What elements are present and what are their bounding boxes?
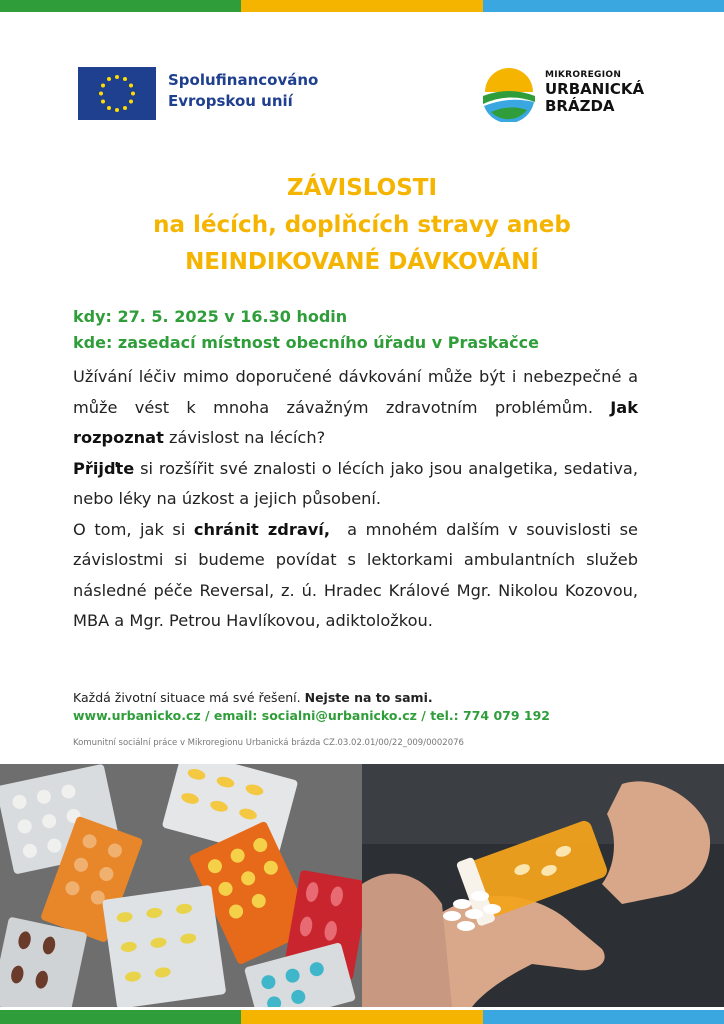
- mikroregion-logo-text: MIKROREGION URBANICKÁ BRÁZDA: [545, 70, 645, 115]
- event-date: kdy: 27. 5. 2025 v 16.30 hodin: [73, 307, 348, 326]
- project-number: Komunitní sociální práce v Mikroregionu Urbanická brázda CZ.03.02.01/00/22_009/0002076: [73, 738, 464, 748]
- page-title: ZÁVISLOSTI na lécích, doplňcích stravy aneb NEINDIKOVANÉ DÁVKOVÁNÍ: [153, 175, 571, 275]
- event-location: kde: zasedací místnost obecního úřadu v Praskačce: [73, 333, 539, 352]
- contact-info: www.urbanicko.cz / email: socialni@urbanicko.cz / tel.: 774 079 192: [73, 708, 551, 723]
- bottom-color-bar: [0, 1010, 724, 1024]
- top-color-bar: [0, 0, 724, 12]
- mikroregion-logo-icon: [481, 66, 537, 122]
- hands-pill-bottle-photo: [362, 764, 724, 1007]
- eu-cofinancing-text: Spolufinancováno Evropskou unií: [168, 71, 319, 110]
- eu-flag-logo: [78, 67, 156, 120]
- pill-blister-photo: [0, 764, 362, 1007]
- event-description: Užívání léčiv mimo doporučené dávkování může být i nebezpečné a může vést k mnoha závažným zdravotním problémům. Jak rozpoznat závislost na lécích? Přijďte si rozšířit své znalosti o lécích jako jsou analgetika, sedativa, nebo léky na úzkost a jejich působení. O tom, jak si chránit zdraví, a mnohém dalším v souvislosti se závislostmi si budeme povídat s lektorkami ambulantních služeb následné péče Reversal, z. ú. Hradec Králové Mgr. Nikolou Kozovou, MBA a Mgr. Petrou Havlíkovou, adiktoložkou.: [73, 367, 644, 630]
- slogan: Každá životní situace má své řešení. Nejste na to sami.: [73, 690, 433, 705]
